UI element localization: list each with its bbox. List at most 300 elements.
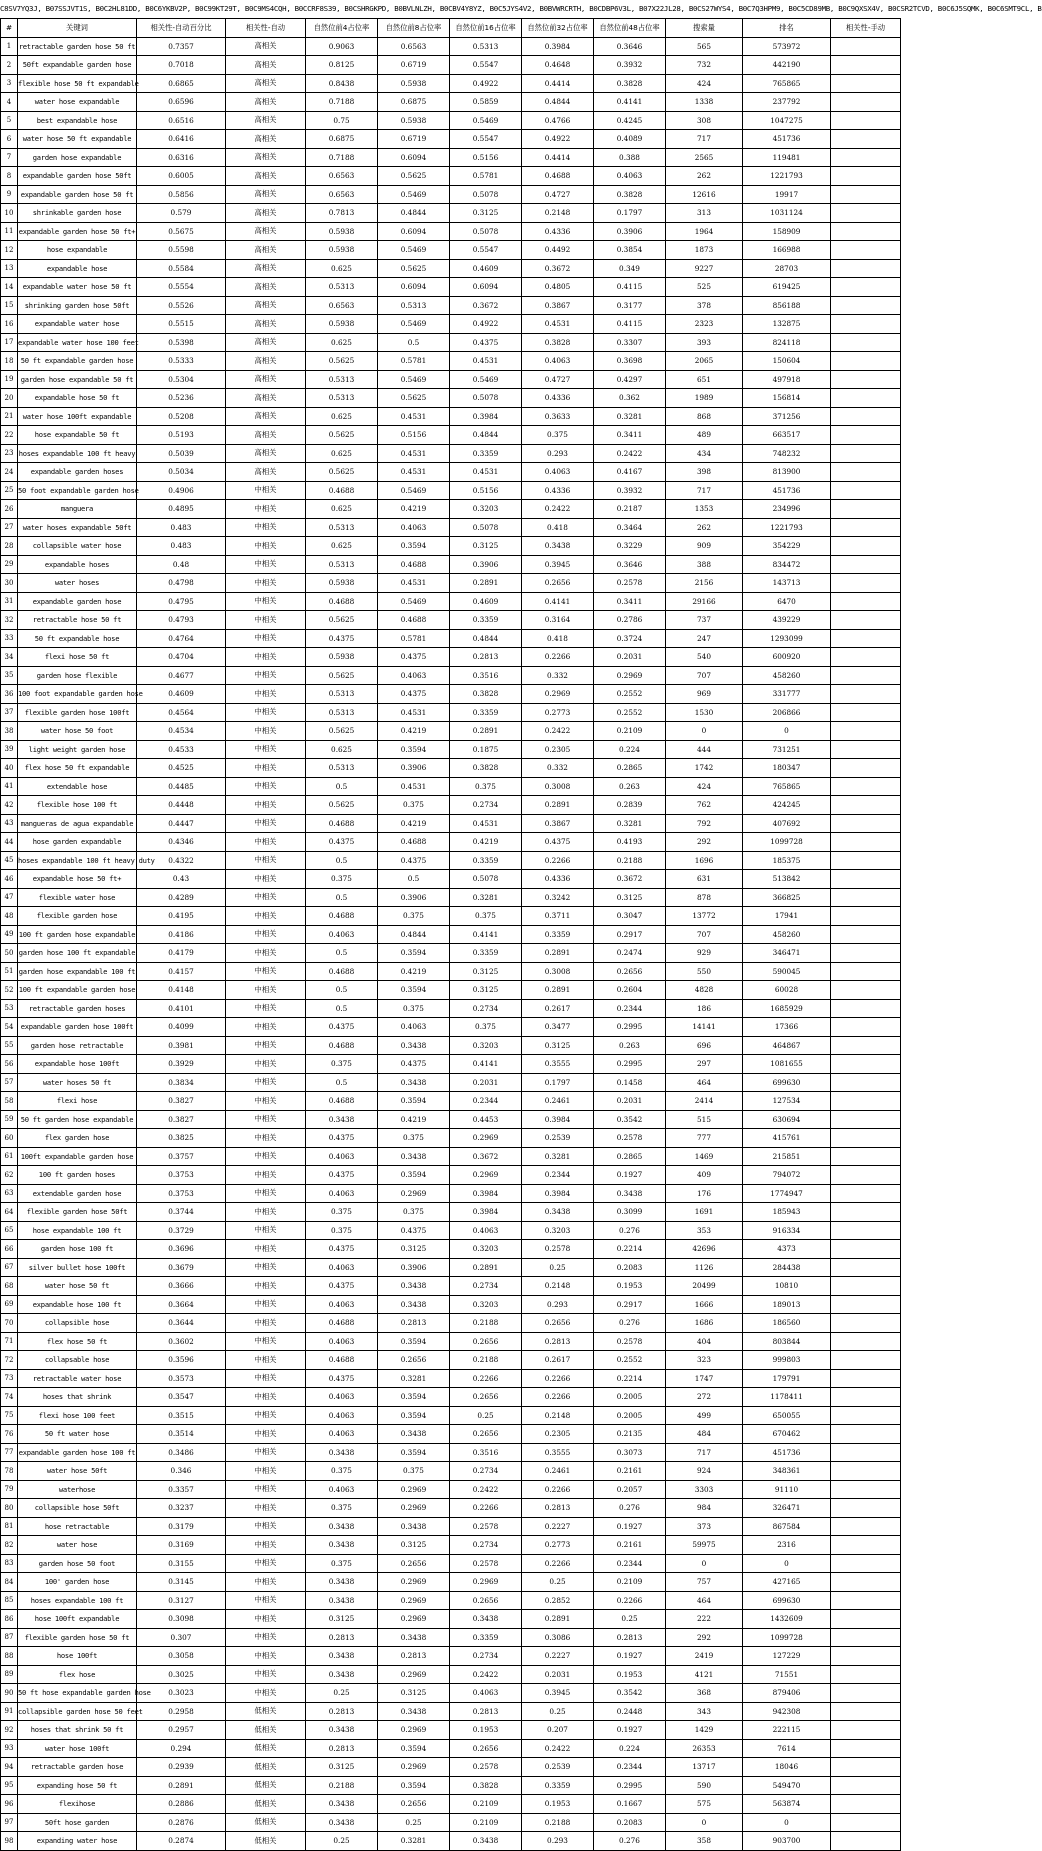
cell-keyword[interactable]: water hose expandable xyxy=(18,93,137,112)
table-row[interactable] xyxy=(1,999,901,1018)
cell-organic-top48[interactable]: 0.4141 xyxy=(594,93,666,112)
cell-relevance-manual[interactable] xyxy=(831,759,901,778)
cell-organic-top32[interactable]: 0.2773 xyxy=(522,1536,594,1555)
table-row[interactable] xyxy=(1,407,901,426)
cell-organic-top32[interactable]: 0.2461 xyxy=(522,1092,594,1111)
cell-organic-top4[interactable]: 0.8125 xyxy=(306,56,378,75)
cell-rank[interactable]: 4373 xyxy=(743,1240,831,1259)
cell-organic-top4[interactable]: 0.625 xyxy=(306,407,378,426)
cell-relevance-auto-pct[interactable]: 0.5304 xyxy=(137,370,226,389)
cell-relevance-auto-pct[interactable]: 0.579 xyxy=(137,204,226,223)
cell-organic-top8[interactable]: 0.3438 xyxy=(378,1073,450,1092)
cell-relevance-manual[interactable] xyxy=(831,1499,901,1518)
table-row[interactable] xyxy=(1,56,901,75)
cell-rank[interactable]: 451736 xyxy=(743,1443,831,1462)
cell-organic-top32[interactable]: 0.2891 xyxy=(522,981,594,1000)
cell-relevance-auto-pct[interactable]: 0.3023 xyxy=(137,1684,226,1703)
cell-organic-top32[interactable]: 0.3438 xyxy=(522,537,594,556)
cell-organic-top8[interactable]: 0.2969 xyxy=(378,1184,450,1203)
table-row[interactable] xyxy=(1,870,901,889)
cell-rank[interactable]: 1293099 xyxy=(743,629,831,648)
cell-organic-top32[interactable]: 0.4727 xyxy=(522,185,594,204)
cell-rank[interactable]: 699630 xyxy=(743,1073,831,1092)
cell-keyword[interactable]: collapsible garden hose 50 feet xyxy=(18,1702,137,1721)
cell-rank[interactable]: 1774947 xyxy=(743,1184,831,1203)
cell-search-volume[interactable]: 777 xyxy=(666,1129,743,1148)
cell-organic-top32[interactable]: 0.2891 xyxy=(522,944,594,963)
cell-organic-top8[interactable]: 0.3125 xyxy=(378,1240,450,1259)
cell-rank[interactable]: 206866 xyxy=(743,703,831,722)
cell-index[interactable]: 50 xyxy=(1,944,18,963)
cell-relevance-manual[interactable] xyxy=(831,1462,901,1481)
cell-organic-top32[interactable]: 0.4336 xyxy=(522,389,594,408)
cell-relevance-auto[interactable]: 中相关 xyxy=(226,1591,306,1610)
cell-keyword[interactable]: collapsible hose 50ft xyxy=(18,1499,137,1518)
cell-search-volume[interactable]: 444 xyxy=(666,740,743,759)
cell-organic-top16[interactable]: 0.2656 xyxy=(450,1332,522,1351)
cell-relevance-auto-pct[interactable]: 0.6005 xyxy=(137,167,226,186)
cell-organic-top8[interactable]: 0.4844 xyxy=(378,204,450,223)
cell-rank[interactable]: 18046 xyxy=(743,1758,831,1777)
cell-index[interactable]: 66 xyxy=(1,1240,18,1259)
cell-rank[interactable]: 127229 xyxy=(743,1647,831,1666)
cell-relevance-manual[interactable] xyxy=(831,93,901,112)
cell-relevance-manual[interactable] xyxy=(831,1443,901,1462)
cell-relevance-manual[interactable] xyxy=(831,74,901,93)
cell-organic-top4[interactable]: 0.4375 xyxy=(306,833,378,852)
cell-rank[interactable]: 765865 xyxy=(743,777,831,796)
cell-organic-top4[interactable]: 0.5625 xyxy=(306,722,378,741)
cell-organic-top48[interactable]: 0.2969 xyxy=(594,666,666,685)
cell-relevance-manual[interactable] xyxy=(831,56,901,75)
cell-relevance-auto-pct[interactable]: 0.2958 xyxy=(137,1702,226,1721)
cell-organic-top8[interactable]: 0.3125 xyxy=(378,1684,450,1703)
cell-organic-top16[interactable]: 0.5078 xyxy=(450,185,522,204)
cell-relevance-manual[interactable] xyxy=(831,1832,901,1851)
cell-relevance-manual[interactable] xyxy=(831,1221,901,1240)
cell-relevance-auto[interactable]: 中相关 xyxy=(226,962,306,981)
cell-index[interactable]: 60 xyxy=(1,1129,18,1148)
cell-organic-top32[interactable]: 0.2422 xyxy=(522,722,594,741)
cell-index[interactable]: 72 xyxy=(1,1351,18,1370)
cell-rank[interactable]: 179791 xyxy=(743,1369,831,1388)
table-row[interactable] xyxy=(1,518,901,537)
cell-organic-top16[interactable]: 0.2734 xyxy=(450,1536,522,1555)
cell-organic-top8[interactable]: 0.4531 xyxy=(378,777,450,796)
cell-organic-top16[interactable]: 0.4844 xyxy=(450,426,522,445)
table-row[interactable] xyxy=(1,1295,901,1314)
cell-index[interactable]: 78 xyxy=(1,1462,18,1481)
cell-relevance-auto-pct[interactable]: 0.4186 xyxy=(137,925,226,944)
cell-search-volume[interactable]: 868 xyxy=(666,407,743,426)
cell-search-volume[interactable]: 323 xyxy=(666,1351,743,1370)
cell-organic-top16[interactable]: 0.4922 xyxy=(450,74,522,93)
cell-relevance-manual[interactable] xyxy=(831,37,901,56)
cell-organic-top4[interactable]: 0.6563 xyxy=(306,185,378,204)
cell-organic-top4[interactable]: 0.4375 xyxy=(306,629,378,648)
cell-rank[interactable]: 215851 xyxy=(743,1147,831,1166)
cell-organic-top48[interactable]: 0.2604 xyxy=(594,981,666,1000)
cell-relevance-manual[interactable] xyxy=(831,148,901,167)
cell-organic-top16[interactable]: 0.3359 xyxy=(450,703,522,722)
table-row[interactable] xyxy=(1,1277,901,1296)
cell-organic-top8[interactable]: 0.5625 xyxy=(378,167,450,186)
cell-relevance-auto-pct[interactable]: 0.4447 xyxy=(137,814,226,833)
cell-organic-top16[interactable]: 0.2969 xyxy=(450,1166,522,1185)
cell-index[interactable]: 90 xyxy=(1,1684,18,1703)
cell-keyword[interactable]: expandable garden hose 50 ft+ xyxy=(18,222,137,241)
cell-index[interactable]: 3 xyxy=(1,74,18,93)
cell-relevance-auto[interactable]: 中相关 xyxy=(226,1277,306,1296)
cell-organic-top16[interactable]: 0.2891 xyxy=(450,1258,522,1277)
cell-relevance-manual[interactable] xyxy=(831,333,901,352)
table-row[interactable] xyxy=(1,1480,901,1499)
cell-relevance-manual[interactable] xyxy=(831,1018,901,1037)
cell-organic-top4[interactable]: 0.3125 xyxy=(306,1758,378,1777)
table-row[interactable] xyxy=(1,130,901,149)
cell-organic-top48[interactable]: 0.4115 xyxy=(594,278,666,297)
cell-relevance-manual[interactable] xyxy=(831,1110,901,1129)
cell-organic-top8[interactable]: 0.6094 xyxy=(378,148,450,167)
cell-organic-top48[interactable]: 0.2578 xyxy=(594,574,666,593)
cell-organic-top48[interactable]: 0.2786 xyxy=(594,611,666,630)
cell-search-volume[interactable]: 358 xyxy=(666,1832,743,1851)
cell-rank[interactable]: 600920 xyxy=(743,648,831,667)
cell-relevance-auto-pct[interactable]: 0.5515 xyxy=(137,315,226,334)
cell-keyword[interactable]: hoses expandable 100 ft xyxy=(18,1591,137,1610)
cell-search-volume[interactable]: 292 xyxy=(666,833,743,852)
cell-keyword[interactable]: water hose 50ft xyxy=(18,1462,137,1481)
cell-keyword[interactable]: hoses that shrink xyxy=(18,1388,137,1407)
cell-search-volume[interactable]: 272 xyxy=(666,1388,743,1407)
cell-organic-top4[interactable]: 0.3438 xyxy=(306,1443,378,1462)
cell-keyword[interactable]: 50 ft garden hose expandable xyxy=(18,1110,137,1129)
cell-relevance-manual[interactable] xyxy=(831,870,901,889)
cell-organic-top48[interactable]: 0.3125 xyxy=(594,888,666,907)
cell-organic-top4[interactable]: 0.5 xyxy=(306,944,378,963)
cell-index[interactable]: 62 xyxy=(1,1166,18,1185)
cell-organic-top4[interactable]: 0.3438 xyxy=(306,1721,378,1740)
cell-rank[interactable]: 439229 xyxy=(743,611,831,630)
cell-rank[interactable]: 407692 xyxy=(743,814,831,833)
cell-organic-top16[interactable]: 0.4609 xyxy=(450,592,522,611)
cell-keyword[interactable]: 100 foot expandable garden hose xyxy=(18,685,137,704)
cell-relevance-manual[interactable] xyxy=(831,1628,901,1647)
cell-organic-top48[interactable]: 0.2656 xyxy=(594,962,666,981)
cell-organic-top32[interactable]: 0.2148 xyxy=(522,1406,594,1425)
cell-organic-top8[interactable]: 0.4375 xyxy=(378,1055,450,1074)
table-row[interactable] xyxy=(1,1647,901,1666)
cell-organic-top32[interactable]: 0.2656 xyxy=(522,1314,594,1333)
cell-organic-top32[interactable]: 0.1953 xyxy=(522,1795,594,1814)
cell-keyword[interactable]: expandable garden hose 50ft xyxy=(18,167,137,186)
cell-relevance-auto[interactable]: 中相关 xyxy=(226,555,306,574)
cell-relevance-manual[interactable] xyxy=(831,1517,901,1536)
table-row[interactable] xyxy=(1,1388,901,1407)
cell-organic-top32[interactable]: 0.2148 xyxy=(522,204,594,223)
cell-relevance-auto-pct[interactable]: 0.4179 xyxy=(137,944,226,963)
header-col-rank[interactable]: 排名 xyxy=(743,19,831,38)
cell-search-volume[interactable]: 0 xyxy=(666,1554,743,1573)
cell-rank[interactable]: 222115 xyxy=(743,1721,831,1740)
cell-organic-top32[interactable]: 0.3477 xyxy=(522,1018,594,1037)
cell-search-volume[interactable]: 14141 xyxy=(666,1018,743,1037)
cell-relevance-auto-pct[interactable]: 0.3145 xyxy=(137,1573,226,1592)
table-row[interactable] xyxy=(1,1517,901,1536)
cell-organic-top16[interactable]: 0.2969 xyxy=(450,1573,522,1592)
cell-rank[interactable]: 573972 xyxy=(743,37,831,56)
cell-organic-top8[interactable]: 0.5469 xyxy=(378,315,450,334)
cell-index[interactable]: 46 xyxy=(1,870,18,889)
cell-relevance-auto[interactable]: 高相关 xyxy=(226,315,306,334)
cell-relevance-manual[interactable] xyxy=(831,241,901,260)
cell-relevance-auto-pct[interactable]: 0.4525 xyxy=(137,759,226,778)
cell-organic-top16[interactable]: 0.4063 xyxy=(450,1221,522,1240)
cell-organic-top16[interactable]: 0.2031 xyxy=(450,1073,522,1092)
cell-organic-top16[interactable]: 0.4219 xyxy=(450,833,522,852)
cell-relevance-auto[interactable]: 中相关 xyxy=(226,796,306,815)
cell-relevance-manual[interactable] xyxy=(831,1573,901,1592)
cell-organic-top8[interactable]: 0.3906 xyxy=(378,1258,450,1277)
cell-search-volume[interactable]: 525 xyxy=(666,278,743,297)
cell-index[interactable]: 81 xyxy=(1,1517,18,1536)
cell-organic-top8[interactable]: 0.5469 xyxy=(378,592,450,611)
cell-organic-top4[interactable]: 0.3125 xyxy=(306,1610,378,1629)
cell-organic-top16[interactable]: 0.2266 xyxy=(450,1369,522,1388)
cell-search-volume[interactable]: 388 xyxy=(666,555,743,574)
cell-index[interactable]: 71 xyxy=(1,1332,18,1351)
cell-search-volume[interactable]: 489 xyxy=(666,426,743,445)
cell-search-volume[interactable]: 2156 xyxy=(666,574,743,593)
cell-organic-top48[interactable]: 0.3854 xyxy=(594,241,666,260)
cell-organic-top32[interactable]: 0.2188 xyxy=(522,1813,594,1832)
cell-keyword[interactable]: water hose 50 ft xyxy=(18,1277,137,1296)
cell-relevance-manual[interactable] xyxy=(831,1425,901,1444)
table-row[interactable] xyxy=(1,370,901,389)
cell-organic-top32[interactable]: 0.2266 xyxy=(522,648,594,667)
cell-organic-top32[interactable]: 0.3086 xyxy=(522,1628,594,1647)
cell-organic-top8[interactable]: 0.3906 xyxy=(378,888,450,907)
cell-rank[interactable]: 549470 xyxy=(743,1776,831,1795)
cell-organic-top8[interactable]: 0.4844 xyxy=(378,925,450,944)
cell-organic-top4[interactable]: 0.5 xyxy=(306,981,378,1000)
cell-relevance-auto-pct[interactable]: 0.3664 xyxy=(137,1295,226,1314)
table-row[interactable] xyxy=(1,1369,901,1388)
cell-relevance-manual[interactable] xyxy=(831,296,901,315)
cell-organic-top48[interactable]: 0.2552 xyxy=(594,1351,666,1370)
cell-relevance-auto-pct[interactable]: 0.4906 xyxy=(137,481,226,500)
cell-search-volume[interactable]: 4828 xyxy=(666,981,743,1000)
cell-organic-top32[interactable]: 0.4375 xyxy=(522,833,594,852)
cell-organic-top16[interactable]: 0.5547 xyxy=(450,130,522,149)
cell-organic-top4[interactable]: 0.7188 xyxy=(306,148,378,167)
cell-relevance-auto[interactable]: 中相关 xyxy=(226,592,306,611)
cell-organic-top4[interactable]: 0.5313 xyxy=(306,370,378,389)
cell-relevance-manual[interactable] xyxy=(831,1203,901,1222)
cell-organic-top48[interactable]: 0.4297 xyxy=(594,370,666,389)
cell-organic-top8[interactable]: 0.2969 xyxy=(378,1610,450,1629)
cell-relevance-auto-pct[interactable]: 0.346 xyxy=(137,1462,226,1481)
cell-organic-top16[interactable]: 0.25 xyxy=(450,1406,522,1425)
cell-organic-top8[interactable]: 0.4531 xyxy=(378,444,450,463)
cell-index[interactable]: 30 xyxy=(1,574,18,593)
cell-relevance-auto-pct[interactable]: 0.3929 xyxy=(137,1055,226,1074)
cell-relevance-manual[interactable] xyxy=(831,111,901,130)
cell-relevance-auto-pct[interactable]: 0.3679 xyxy=(137,1258,226,1277)
cell-organic-top16[interactable]: 0.5469 xyxy=(450,370,522,389)
cell-keyword[interactable]: collapsible hose xyxy=(18,1314,137,1333)
cell-rank[interactable]: 590045 xyxy=(743,962,831,981)
cell-relevance-auto[interactable]: 中相关 xyxy=(226,851,306,870)
cell-organic-top4[interactable]: 0.5313 xyxy=(306,278,378,297)
cell-relevance-auto[interactable]: 中相关 xyxy=(226,666,306,685)
cell-organic-top48[interactable]: 0.2057 xyxy=(594,1480,666,1499)
cell-search-volume[interactable]: 398 xyxy=(666,463,743,482)
header-col-keyword[interactable]: 关键词 xyxy=(18,19,137,38)
cell-organic-top48[interactable]: 0.3932 xyxy=(594,56,666,75)
cell-rank[interactable]: 867584 xyxy=(743,1517,831,1536)
cell-keyword[interactable]: flexible garden hose 50 ft xyxy=(18,1628,137,1647)
cell-search-volume[interactable]: 1353 xyxy=(666,500,743,519)
cell-organic-top4[interactable]: 0.4688 xyxy=(306,1036,378,1055)
cell-search-volume[interactable]: 1696 xyxy=(666,851,743,870)
cell-organic-top8[interactable]: 0.6719 xyxy=(378,130,450,149)
cell-search-volume[interactable]: 368 xyxy=(666,1684,743,1703)
cell-keyword[interactable]: garden hose 50 foot xyxy=(18,1554,137,1573)
cell-relevance-auto[interactable]: 高相关 xyxy=(226,204,306,223)
cell-organic-top32[interactable]: 0.3125 xyxy=(522,1036,594,1055)
cell-keyword[interactable]: water hoses 50 ft xyxy=(18,1073,137,1092)
cell-organic-top8[interactable]: 0.4219 xyxy=(378,722,450,741)
cell-organic-top48[interactable]: 0.2344 xyxy=(594,1758,666,1777)
cell-rank[interactable]: 1047275 xyxy=(743,111,831,130)
cell-organic-top16[interactable]: 0.4844 xyxy=(450,629,522,648)
cell-organic-top4[interactable]: 0.3438 xyxy=(306,1517,378,1536)
cell-relevance-auto[interactable]: 中相关 xyxy=(226,574,306,593)
cell-keyword[interactable]: flexible hose 100 ft xyxy=(18,796,137,815)
cell-index[interactable]: 32 xyxy=(1,611,18,630)
cell-index[interactable]: 70 xyxy=(1,1314,18,1333)
cell-rank[interactable]: 284438 xyxy=(743,1258,831,1277)
cell-search-volume[interactable]: 1126 xyxy=(666,1258,743,1277)
cell-organic-top16[interactable]: 0.3125 xyxy=(450,204,522,223)
cell-index[interactable]: 38 xyxy=(1,722,18,741)
table-row[interactable] xyxy=(1,555,901,574)
cell-search-volume[interactable]: 929 xyxy=(666,944,743,963)
cell-organic-top4[interactable]: 0.4375 xyxy=(306,1277,378,1296)
cell-organic-top16[interactable]: 0.2734 xyxy=(450,796,522,815)
cell-search-volume[interactable]: 409 xyxy=(666,1166,743,1185)
cell-organic-top4[interactable]: 0.3438 xyxy=(306,1536,378,1555)
cell-relevance-auto-pct[interactable]: 0.4195 xyxy=(137,907,226,926)
cell-organic-top32[interactable]: 0.3828 xyxy=(522,333,594,352)
cell-relevance-auto[interactable]: 低相关 xyxy=(226,1776,306,1795)
cell-relevance-auto[interactable]: 中相关 xyxy=(226,611,306,630)
cell-organic-top8[interactable]: 0.2656 xyxy=(378,1351,450,1370)
cell-search-volume[interactable]: 424 xyxy=(666,74,743,93)
cell-relevance-manual[interactable] xyxy=(831,611,901,630)
cell-organic-top48[interactable]: 0.3828 xyxy=(594,74,666,93)
cell-organic-top48[interactable]: 0.2214 xyxy=(594,1369,666,1388)
cell-organic-top4[interactable]: 0.6875 xyxy=(306,130,378,149)
cell-organic-top4[interactable]: 0.7188 xyxy=(306,93,378,112)
cell-search-volume[interactable]: 292 xyxy=(666,1628,743,1647)
cell-rank[interactable]: 1221793 xyxy=(743,167,831,186)
cell-relevance-manual[interactable] xyxy=(831,907,901,926)
cell-organic-top8[interactable]: 0.5 xyxy=(378,333,450,352)
cell-index[interactable]: 11 xyxy=(1,222,18,241)
cell-organic-top32[interactable]: 0.4336 xyxy=(522,222,594,241)
cell-search-volume[interactable]: 262 xyxy=(666,167,743,186)
cell-organic-top16[interactable]: 0.3516 xyxy=(450,666,522,685)
cell-relevance-manual[interactable] xyxy=(831,851,901,870)
cell-rank[interactable]: 19917 xyxy=(743,185,831,204)
cell-organic-top4[interactable]: 0.4375 xyxy=(306,1369,378,1388)
cell-organic-top4[interactable]: 0.4375 xyxy=(306,1240,378,1259)
cell-search-volume[interactable]: 424 xyxy=(666,777,743,796)
table-row[interactable] xyxy=(1,1425,901,1444)
cell-rank[interactable]: 366825 xyxy=(743,888,831,907)
cell-organic-top48[interactable]: 0.3073 xyxy=(594,1443,666,1462)
cell-organic-top32[interactable]: 0.2461 xyxy=(522,1462,594,1481)
cell-organic-top4[interactable]: 0.625 xyxy=(306,740,378,759)
cell-index[interactable]: 44 xyxy=(1,833,18,852)
cell-organic-top4[interactable]: 0.4063 xyxy=(306,1147,378,1166)
cell-organic-top8[interactable]: 0.2656 xyxy=(378,1795,450,1814)
cell-rank[interactable]: 451736 xyxy=(743,130,831,149)
cell-organic-top48[interactable]: 0.2031 xyxy=(594,648,666,667)
cell-search-volume[interactable]: 2565 xyxy=(666,148,743,167)
cell-keyword[interactable]: expandable water hose 100 feet xyxy=(18,333,137,352)
cell-rank[interactable]: 0 xyxy=(743,1554,831,1573)
cell-keyword[interactable]: garden hose expandable 50 ft xyxy=(18,370,137,389)
cell-relevance-auto-pct[interactable]: 0.3753 xyxy=(137,1166,226,1185)
table-row[interactable] xyxy=(1,1462,901,1481)
cell-relevance-auto[interactable]: 高相关 xyxy=(226,444,306,463)
cell-rank[interactable]: 10810 xyxy=(743,1277,831,1296)
cell-relevance-auto[interactable]: 中相关 xyxy=(226,1573,306,1592)
cell-relevance-manual[interactable] xyxy=(831,833,901,852)
cell-relevance-manual[interactable] xyxy=(831,666,901,685)
cell-relevance-manual[interactable] xyxy=(831,555,901,574)
cell-organic-top32[interactable]: 0.2266 xyxy=(522,1369,594,1388)
cell-relevance-auto-pct[interactable]: 0.2891 xyxy=(137,1776,226,1795)
table-row[interactable] xyxy=(1,167,901,186)
cell-organic-top32[interactable]: 0.3672 xyxy=(522,259,594,278)
cell-organic-top8[interactable]: 0.375 xyxy=(378,1203,450,1222)
cell-relevance-manual[interactable] xyxy=(831,1610,901,1629)
cell-relevance-auto[interactable]: 高相关 xyxy=(226,130,306,149)
cell-search-volume[interactable]: 247 xyxy=(666,629,743,648)
cell-rank[interactable]: 731251 xyxy=(743,740,831,759)
cell-organic-top16[interactable]: 0.2734 xyxy=(450,1462,522,1481)
cell-index[interactable]: 29 xyxy=(1,555,18,574)
cell-organic-top4[interactable]: 0.375 xyxy=(306,1221,378,1240)
cell-relevance-auto-pct[interactable]: 0.5584 xyxy=(137,259,226,278)
cell-keyword[interactable]: retractable water hose xyxy=(18,1369,137,1388)
cell-organic-top8[interactable]: 0.4688 xyxy=(378,833,450,852)
cell-rank[interactable]: 71551 xyxy=(743,1665,831,1684)
cell-relevance-auto[interactable]: 中相关 xyxy=(226,1314,306,1333)
cell-relevance-auto[interactable]: 低相关 xyxy=(226,1758,306,1777)
cell-rank[interactable]: 234996 xyxy=(743,500,831,519)
cell-organic-top48[interactable]: 0.2161 xyxy=(594,1462,666,1481)
cell-rank[interactable]: 185375 xyxy=(743,851,831,870)
header-col-organic-top4[interactable]: 自然位前4占位率 xyxy=(306,19,378,38)
cell-organic-top48[interactable]: 0.2031 xyxy=(594,1092,666,1111)
cell-keyword[interactable]: water hose xyxy=(18,1536,137,1555)
cell-index[interactable]: 33 xyxy=(1,629,18,648)
